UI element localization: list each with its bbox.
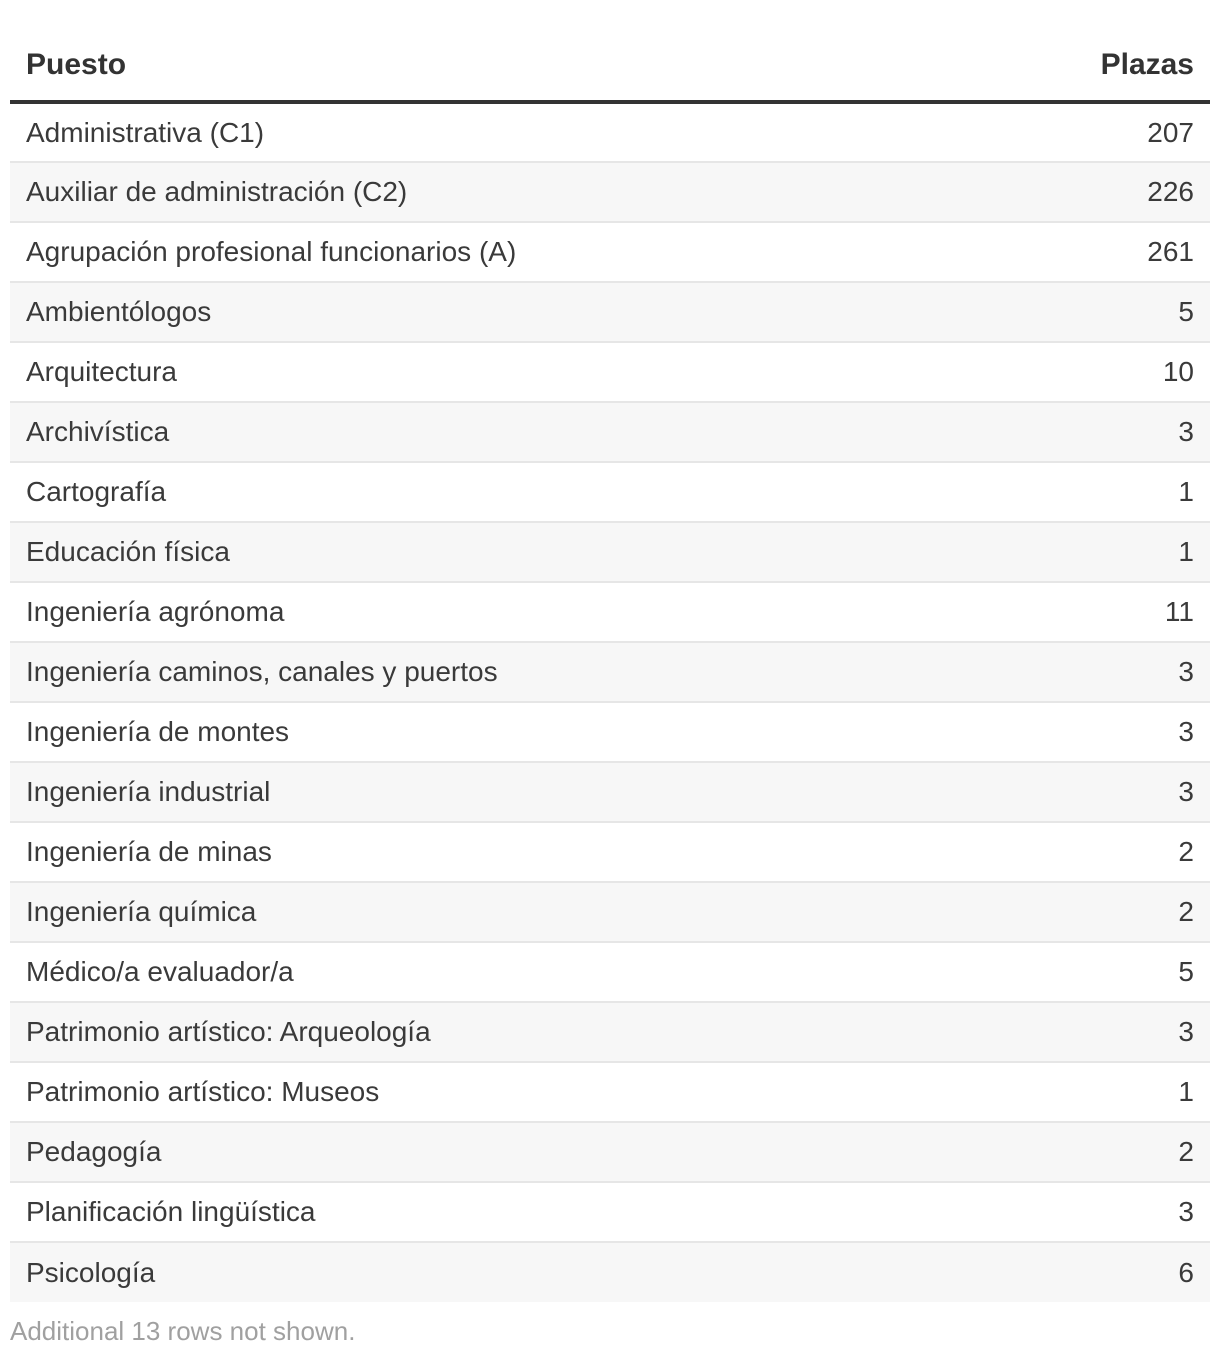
table-body <box>10 102 1210 1302</box>
cell-puesto: Administrativa (C1) <box>10 102 910 162</box>
table-row <box>10 462 1210 522</box>
table-row <box>10 282 1210 342</box>
table-row <box>10 342 1210 402</box>
table-row <box>10 1062 1210 1122</box>
cell-plazas: 2 <box>910 1122 1210 1182</box>
table-row <box>10 102 1210 162</box>
cell-plazas: 3 <box>910 1182 1210 1242</box>
cell-puesto: Cartografía <box>10 462 910 522</box>
cell-plazas: 3 <box>910 1002 1210 1062</box>
table-row <box>10 1122 1210 1182</box>
cell-puesto: Ingeniería agrónoma <box>10 582 910 642</box>
cell-puesto: Ingeniería industrial <box>10 762 910 822</box>
header-row <box>10 30 1210 102</box>
table-row <box>10 762 1210 822</box>
table-row <box>10 702 1210 762</box>
cell-plazas: 6 <box>910 1242 1210 1302</box>
cell-puesto: Educación física <box>10 522 910 582</box>
table-row <box>10 882 1210 942</box>
cell-puesto: Ingeniería de montes <box>10 702 910 762</box>
cell-plazas: 3 <box>910 702 1210 762</box>
cell-puesto: Agrupación profesional funcionarios (A) <box>10 222 910 282</box>
cell-plazas: 2 <box>910 882 1210 942</box>
table-row <box>10 402 1210 462</box>
rows-hidden-note: Additional 13 rows not shown. <box>10 1316 356 1346</box>
cell-plazas: 226 <box>910 162 1210 222</box>
cell-puesto: Ingeniería caminos, canales y puertos <box>10 642 910 702</box>
cell-puesto: Médico/a evaluador/a <box>10 942 910 1002</box>
cell-plazas: 1 <box>910 1062 1210 1122</box>
table-row <box>10 942 1210 1002</box>
cell-puesto: Auxiliar de administración (C2) <box>10 162 910 222</box>
header-plazas: Plazas <box>910 30 1210 102</box>
header-puesto: Puesto <box>10 30 910 102</box>
table-header <box>10 30 1210 102</box>
table-row <box>10 1242 1210 1302</box>
cell-plazas: 1 <box>910 522 1210 582</box>
cell-plazas: 3 <box>910 642 1210 702</box>
table-row <box>10 222 1210 282</box>
cell-plazas: 2 <box>910 822 1210 882</box>
cell-plazas: 5 <box>910 282 1210 342</box>
cell-plazas: 1 <box>910 462 1210 522</box>
cell-plazas: 3 <box>910 402 1210 462</box>
cell-puesto: Psicología <box>10 1242 910 1302</box>
cell-plazas: 11 <box>910 582 1210 642</box>
cell-puesto: Archivística <box>10 402 910 462</box>
positions-table <box>10 30 1210 1302</box>
cell-puesto: Pedagogía <box>10 1122 910 1182</box>
table-row <box>10 162 1210 222</box>
table-row <box>10 1182 1210 1242</box>
cell-puesto: Patrimonio artístico: Museos <box>10 1062 910 1122</box>
cell-plazas: 261 <box>910 222 1210 282</box>
cell-puesto: Ingeniería de minas <box>10 822 910 882</box>
cell-plazas: 3 <box>910 762 1210 822</box>
cell-puesto: Patrimonio artístico: Arqueología <box>10 1002 910 1062</box>
cell-puesto: Ambientólogos <box>10 282 910 342</box>
table-row <box>10 522 1210 582</box>
cell-puesto: Arquitectura <box>10 342 910 402</box>
cell-puesto: Ingeniería química <box>10 882 910 942</box>
table-row <box>10 582 1210 642</box>
table-row <box>10 822 1210 882</box>
cell-plazas: 207 <box>910 102 1210 162</box>
table-container <box>10 0 1210 1347</box>
cell-puesto: Planificación lingüística <box>10 1182 910 1242</box>
table-row <box>10 642 1210 702</box>
cell-plazas: 10 <box>910 342 1210 402</box>
cell-plazas: 5 <box>910 942 1210 1002</box>
table-row <box>10 1002 1210 1062</box>
